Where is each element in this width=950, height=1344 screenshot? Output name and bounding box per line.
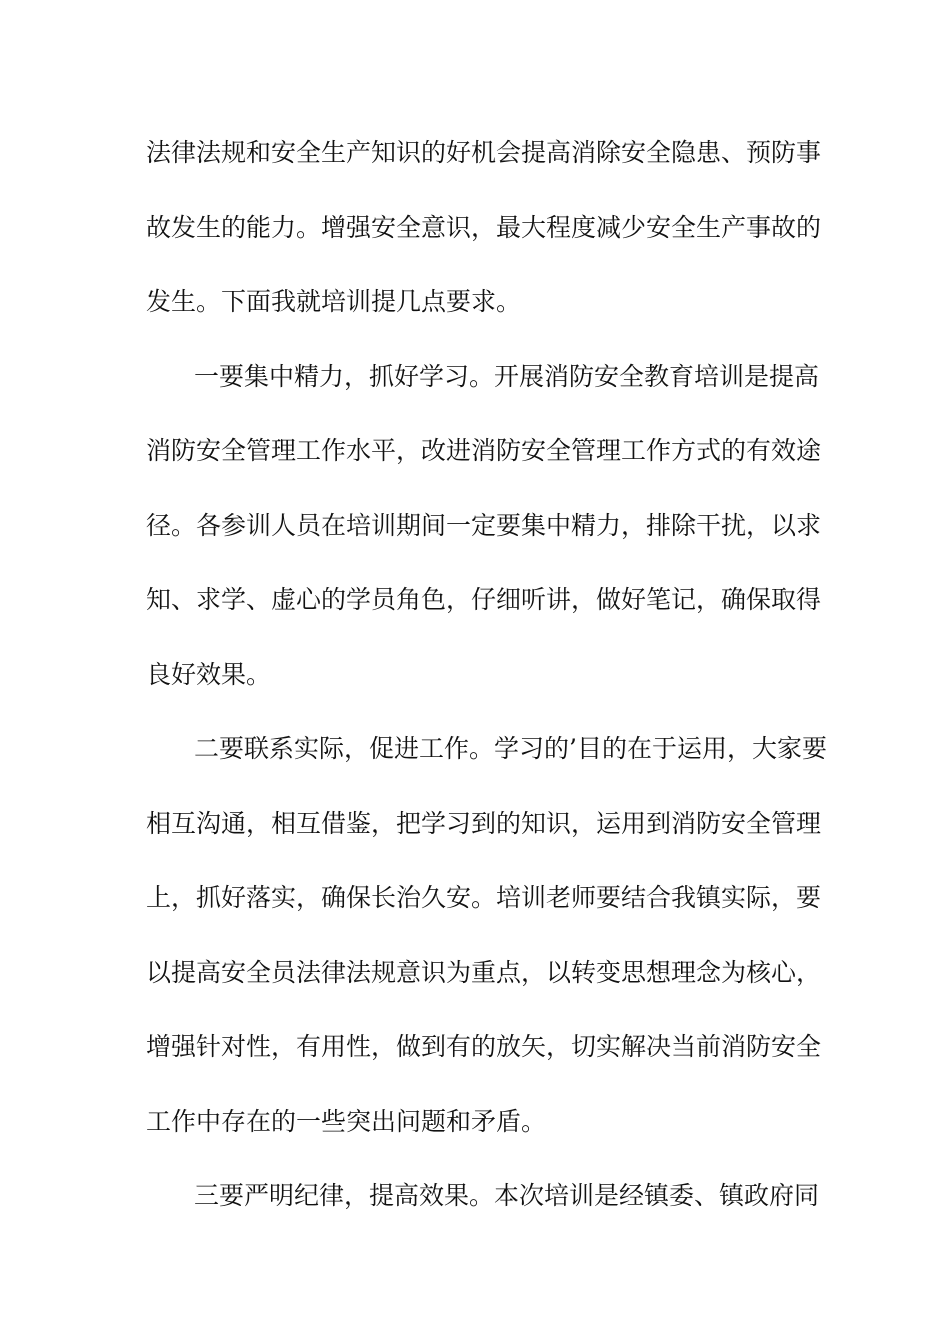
text-line: 知、求学、虚心的学员角色，仔细听讲，做好笔记，确保取得 [146,585,822,614]
paragraph-start-line: 二要联系实际，促进工作。学习的’目的在于运用，大家要 [194,734,827,763]
text-line: 相互沟通，相互借鉴，把学习到的知识，运用到消防安全管理 [146,808,822,838]
text-line: 以提高安全员法律法规意识为重点，以转变思想理念为核心， [146,957,822,987]
text-line: 法律法规和安全生产知识的好机会提高消除安全隐患、预防事 [146,138,822,167]
body-text [146,128,827,1246]
paragraph-start-line: 三要严明纪律，提高效果。本次培训是经镇委、镇政府同 [194,1181,820,1210]
text-line: 工作中存在的一些突出问题和矛盾。 [146,1106,547,1136]
text-line: 上，抓好落实，确保长治久安。培训老师要结合我镇实际，要 [146,883,822,912]
text-line: 径。各参训人员在培训期间一定要集中精力，排除干扰，以求 [146,510,822,540]
text-line: 故发生的能力。增强安全意识，最大程度减少安全生产事故的 [146,212,822,242]
paragraph-start-line: 一要集中精力，抓好学习。开展消防安全教育培训是提高 [194,361,820,391]
text-line: 增强针对性，有用性，做到有的放矢，切实解决当前消防安全 [146,1032,822,1061]
text-line: 发生。下面我就培训提几点要求。 [146,287,522,316]
text-line: 消防安全管理工作水平，改进消防安全管理工作方式的有效途 [146,436,822,465]
text-line: 良好效果。 [146,659,272,689]
